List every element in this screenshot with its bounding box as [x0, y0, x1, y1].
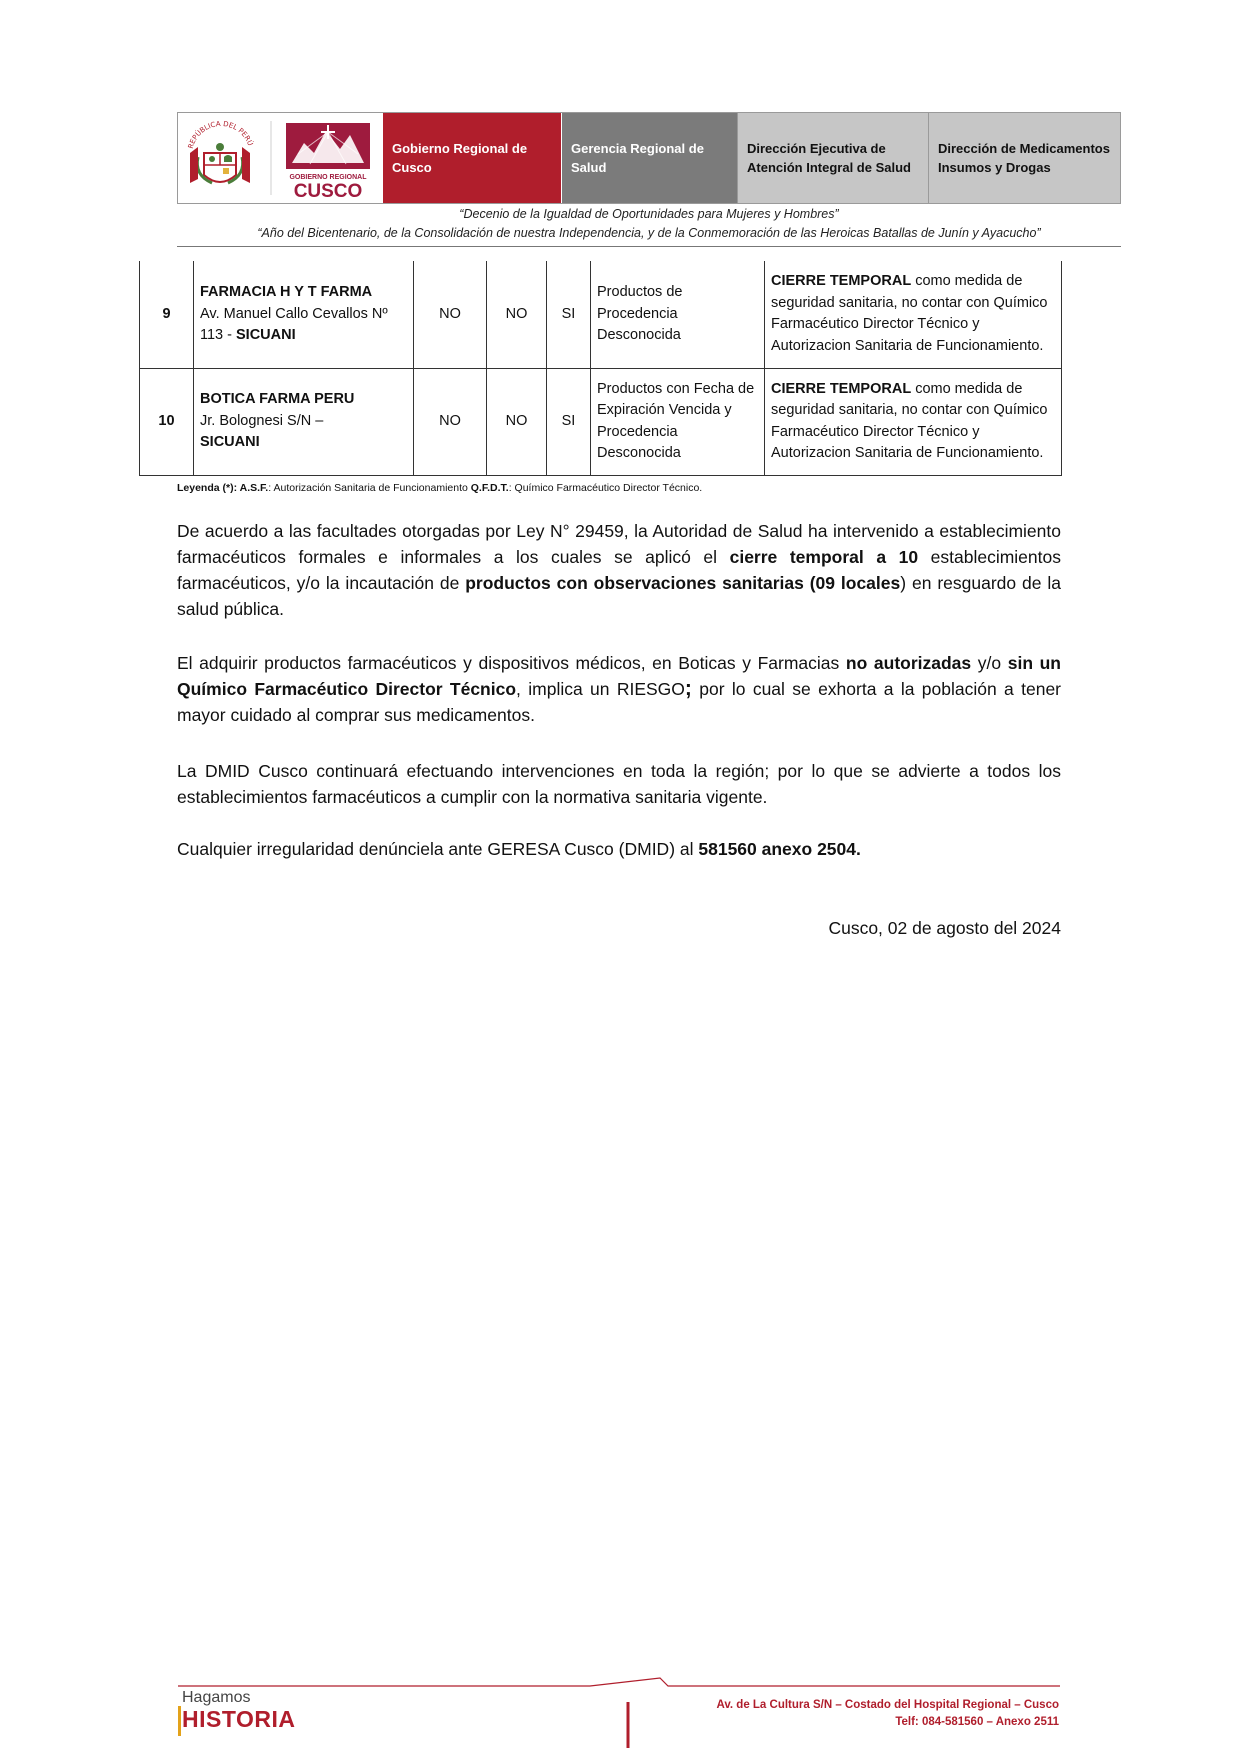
logo-sub-text: GOBIERNO REGIONAL — [289, 174, 367, 181]
letterhead — [177, 112, 1121, 204]
slogan-historia: HISTORIA — [182, 1706, 296, 1732]
establishment-cell — [194, 261, 414, 368]
header-gerencia-salud: Gerencia Regional de Salud — [561, 113, 737, 203]
establishment-address: Jr. Bolognesi S/N – — [200, 412, 324, 429]
slogan-hagamos: Hagamos — [182, 1689, 251, 1706]
establishments-table — [139, 261, 1062, 476]
footer-phone: Telf: 084-581560 – Anexo 2511 — [895, 1716, 1059, 1728]
establishment-district: SICUANI — [236, 327, 296, 343]
table-row — [140, 368, 1062, 475]
decenio-motto: “Decenio de la Igualdad de Oportunidades para Mujeres y Hombres” — [459, 207, 839, 221]
action-text: como medida de seguridad sanitaria, no contar con Químico Farmacéutico Director Técnico y Autorizacion Sanitaria de Funcionamiento. — [771, 273, 1048, 354]
paragraph-risk: El adquirir productos farmacéuticos y dispositivos médicos, en Boticas y Farmacias no autorizadas y/o sin un Químico Farmacéutico Director Técnico, implica un RIESGO; por lo cual se exhorta a la población a tener mayor cuidado al comprar sus medicamentos. — [177, 653, 1061, 725]
header-gobierno-regional: Gobierno Regional de Cusco — [383, 113, 561, 203]
paragraph-continue: La DMID Cusco continuará efectuando intervenciones en toda la región; por lo que se advierte a todos los establecimientos farmacéuticos a cumplir con la normativa sanitaria vigente. — [177, 761, 1061, 807]
action-label: CIERRE TEMPORAL — [771, 380, 912, 397]
action-cell — [765, 368, 1062, 475]
action-cell — [765, 261, 1062, 368]
document-date: Cusco, 02 de agosto del 2024 — [828, 918, 1061, 938]
establishment-cell — [194, 368, 414, 475]
establishment-name: FARMACIA H Y T FARMA — [200, 284, 373, 300]
legend-asf: : Autorización Sanitaria de Funcionamiento — [268, 482, 471, 494]
seal-text: REPÚBLICA DEL PERÚ — [186, 119, 255, 150]
logo-main-text: CUSCO — [293, 181, 363, 202]
row-number: 10 — [140, 368, 194, 475]
legend-qfdt: : Químico Farmacéutico Director Técnico. — [508, 482, 703, 494]
qfdt-value: NO — [487, 261, 547, 368]
observation: Productos de Procedencia Desconocida — [591, 261, 765, 368]
logos — [178, 113, 383, 203]
establishment-address: Av. Manuel Callo Cevallos Nº 113 - — [200, 305, 388, 343]
legend-qfdt-label: Q.F.D.T. — [470, 482, 509, 494]
action-text: como medida de seguridad sanitaria, no contar con Químico Farmacéutico Director Técnico y Autorizacion Sanitaria de Funcionamiento. — [771, 380, 1048, 461]
table-row — [140, 261, 1062, 368]
products-value: SI — [547, 261, 591, 368]
year-motto: “Año del Bicentenario, de la Consolidación de nuestra Independencia, y de la Conmemoración de las Heroicas Batallas de Junín y Ayacucho” — [257, 226, 1041, 240]
header-dmid: Dirección de Medicamentos Insumos y Drogas — [928, 113, 1120, 203]
establishment-name: BOTICA FARMA PERU — [200, 391, 355, 408]
row-number: 9 — [140, 261, 194, 368]
asf-value: NO — [414, 368, 487, 475]
asf-value: NO — [414, 261, 487, 368]
paragraph-intervention: De acuerdo a las facultades otorgadas por Ley N° 29459, la Autoridad de Salud ha intervenido a establecimiento farmacéuticos formales e informales a los cuales se aplicó el cierre temporal a 10 establecimientos farmacéuticos, y/o la incautación de productos con observaciones sanitarias (09 locales) en resguardo de la salud pública. — [177, 521, 1061, 619]
header-direccion-ejecutiva: Dirección Ejecutiva de Atención Integral de Salud — [737, 113, 928, 203]
peru-coat-of-arms-icon — [178, 113, 383, 203]
cusco-logo-icon — [286, 123, 370, 169]
header-divider — [177, 246, 1121, 247]
establishment-district: SICUANI — [200, 434, 260, 451]
paragraph-contact: Cualquier irregularidad denúnciela ante GERESA Cusco (DMID) al 581560 anexo 2504. — [177, 839, 861, 859]
legend-label: Leyenda (*): A.S.F. — [177, 482, 269, 494]
observation: Productos con Fecha de Expiración Vencida y Procedencia Desconocida — [591, 368, 765, 475]
products-value: SI — [547, 368, 591, 475]
qfdt-value: NO — [487, 368, 547, 475]
footer-address: Av. de La Cultura S/N – Costado del Hospital Regional – Cusco — [716, 1699, 1059, 1711]
table-legend — [177, 482, 702, 494]
action-label: CIERRE TEMPORAL — [771, 273, 912, 290]
